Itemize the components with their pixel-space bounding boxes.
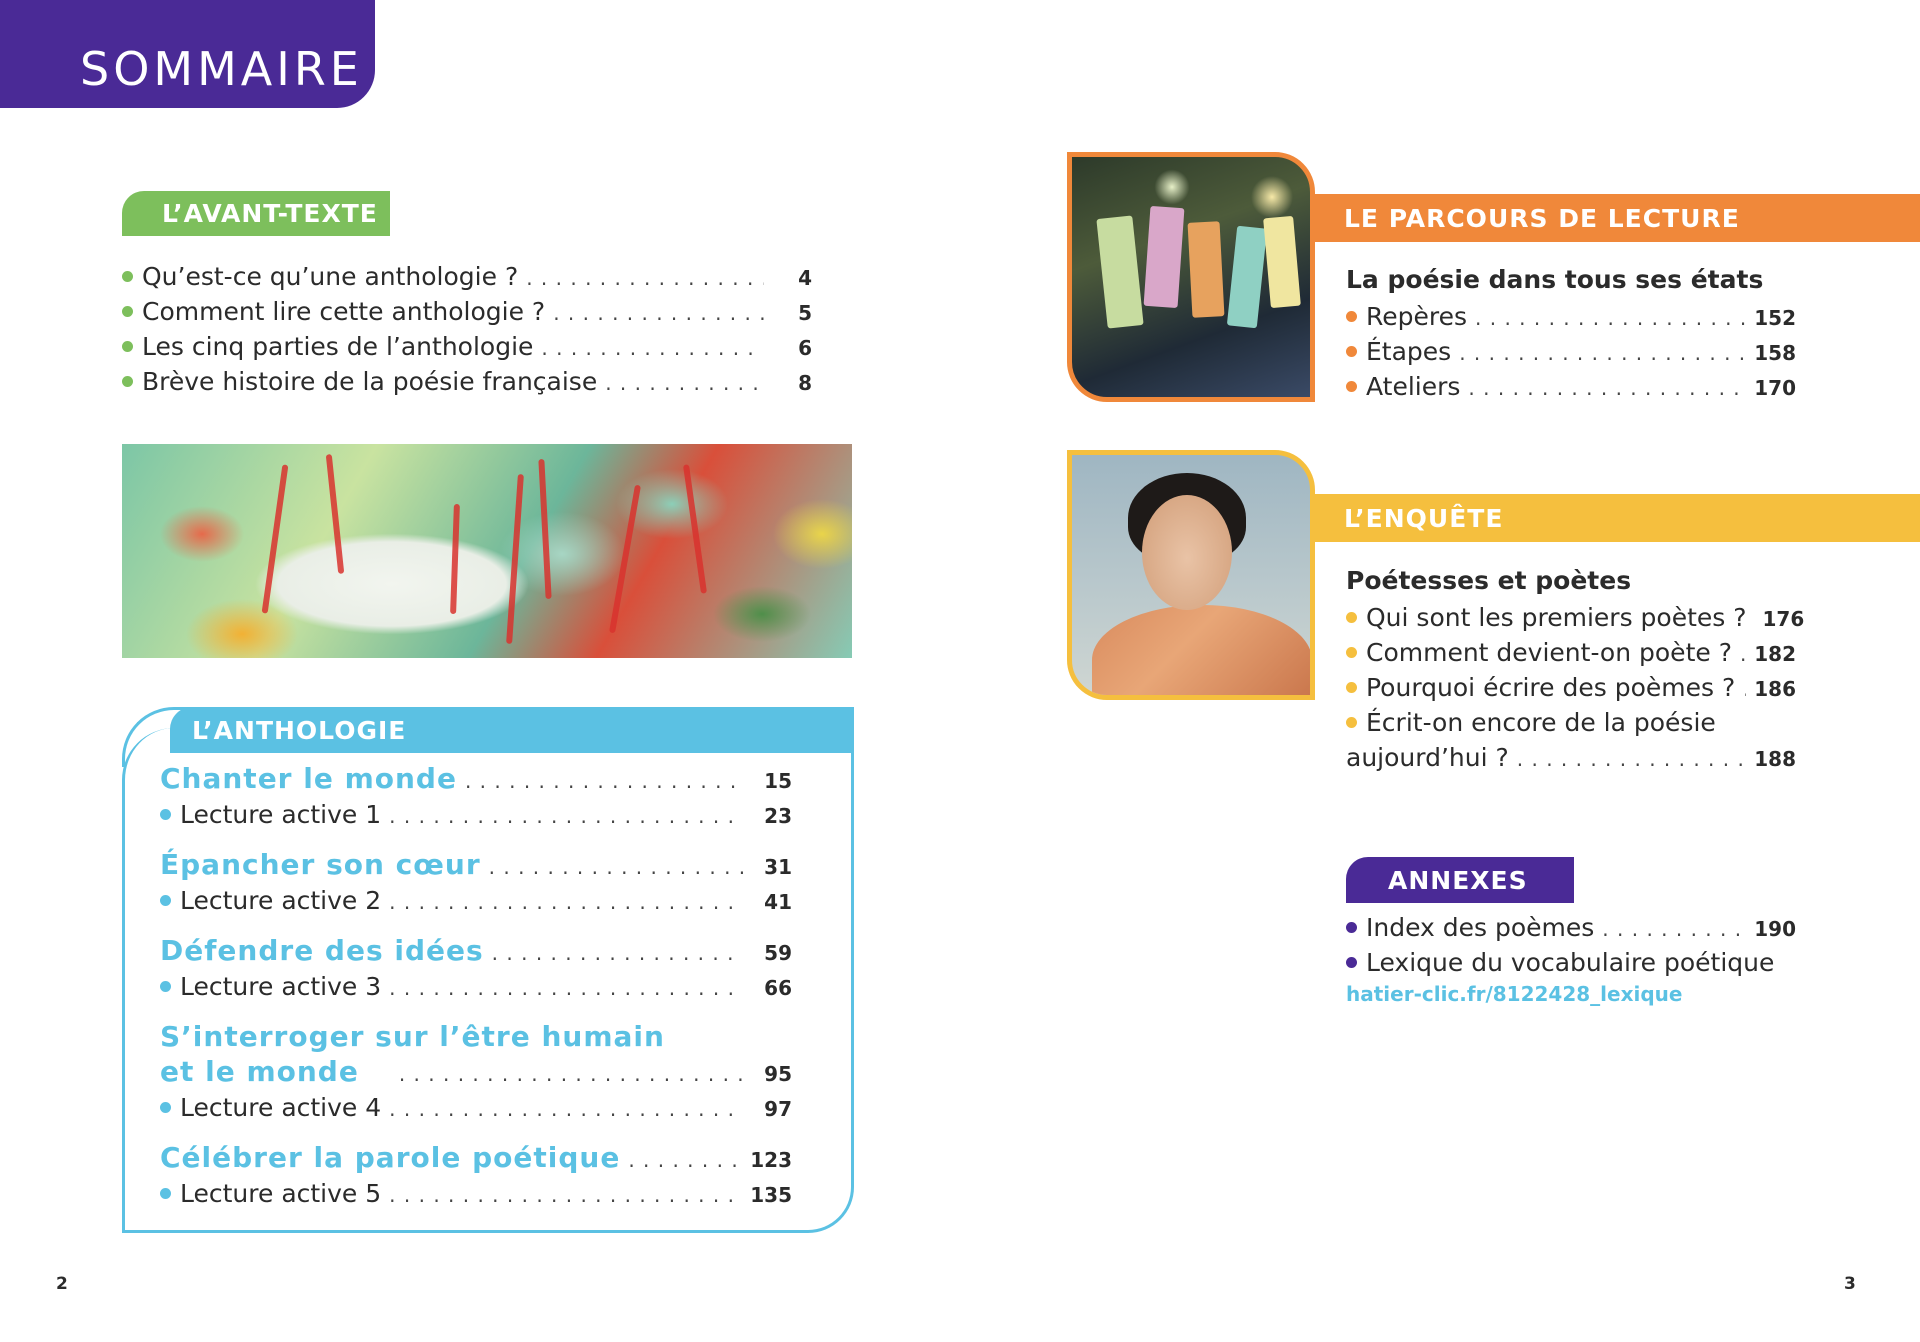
- chapter-row[interactable]: [160, 1141, 792, 1174]
- bullet-dot-icon: [160, 981, 171, 992]
- toc-entry-text: Ateliers: [1366, 372, 1461, 401]
- toc-row[interactable]: [1346, 302, 1796, 331]
- toc-page-number: 15: [764, 769, 792, 793]
- toc-page-number: 97: [764, 1097, 792, 1121]
- bullet-dot-icon: [1346, 612, 1357, 623]
- bullet-dot-icon: [1346, 922, 1357, 933]
- painting-illustration: [122, 444, 852, 658]
- toc-entry-text: Index des poèmes: [1366, 913, 1595, 942]
- toc-page-number: 5: [798, 301, 812, 325]
- bullet-dot-icon: [1346, 957, 1357, 968]
- leader-dots: [1468, 376, 1746, 400]
- leader-dots: [1517, 747, 1746, 771]
- bullet-dot-icon: [122, 271, 133, 282]
- section-label-annexes: ANNEXES: [1346, 857, 1574, 903]
- toc-entry-text: Qu’est-ce qu’une anthologie ?: [142, 262, 519, 291]
- toc-entry-text: Écrit-on encore de la poésie: [1366, 708, 1716, 737]
- bullet-dot-icon: [160, 809, 171, 820]
- toc-page-number: 23: [764, 804, 792, 828]
- toc-row[interactable]: [160, 972, 792, 1001]
- chapter-row[interactable]: [160, 934, 792, 967]
- chapter-title: Épancher son cœur: [160, 848, 481, 881]
- bullet-dot-icon: [1346, 346, 1357, 357]
- chapter-title: Célébrer la parole poétique: [160, 1141, 621, 1174]
- toc-row[interactable]: [160, 1093, 792, 1122]
- leader-dots: [399, 1062, 744, 1086]
- page-number-right: 3: [1844, 1274, 1856, 1294]
- toc-entry-text: Brève histoire de la poésie française: [142, 367, 598, 396]
- toc-page-number: 135: [750, 1183, 792, 1207]
- section-label-anthologie: L’ANTHOLOGIE: [170, 707, 854, 753]
- toc-page-number: 182: [1754, 642, 1796, 666]
- toc-row[interactable]: [122, 262, 812, 291]
- toc-entry-text: Qui sont les premiers poètes ?: [1366, 603, 1747, 632]
- toc-row[interactable]: [160, 886, 792, 915]
- toc-page-number: 59: [764, 941, 792, 965]
- toc-entry-text: Comment lire cette anthologie ?: [142, 297, 546, 326]
- toc-page-number: 186: [1754, 677, 1796, 701]
- bullet-dot-icon: [160, 1188, 171, 1199]
- toc-entry-text: Lecture active 4: [180, 1093, 382, 1122]
- toc-row[interactable]: [1346, 603, 1805, 632]
- toc-page-number: 190: [1754, 917, 1796, 941]
- bullet-dot-icon: [160, 1102, 171, 1113]
- lexique-link[interactable]: hatier-clic.fr/8122428_lexique: [1346, 982, 1683, 1006]
- toc-page-number: 95: [764, 1062, 792, 1086]
- bullet-dot-icon: [122, 341, 133, 352]
- toc-row[interactable]: [160, 1179, 792, 1208]
- leader-dots: [389, 804, 744, 828]
- toc-row[interactable]: [1346, 337, 1796, 366]
- leader-dots: [1740, 642, 1746, 666]
- toc-page-number: 8: [798, 371, 812, 395]
- toc-entry-text: Lecture active 3: [180, 972, 382, 1001]
- portrait-painting: [1067, 450, 1315, 700]
- toc-entry-text: Les cinq parties de l’anthologie: [142, 332, 534, 361]
- chapter-title: Défendre des idées: [160, 934, 484, 967]
- toc-entry-text: aujourd’hui ?: [1346, 743, 1509, 772]
- toc-entry-text: Pourquoi écrire des poèmes ?: [1366, 673, 1736, 702]
- leader-dots: [605, 371, 764, 395]
- toc-entry-text: Lecture active 1: [180, 800, 382, 829]
- leader-dots: [389, 976, 744, 1000]
- chapter-title: et le monde: [160, 1055, 359, 1088]
- leader-dots: [1475, 306, 1746, 330]
- toc-page-number: 176: [1762, 607, 1805, 631]
- toc-page-number: 170: [1754, 376, 1796, 400]
- bullet-dot-icon: [160, 895, 171, 906]
- leader-dots: [526, 266, 764, 290]
- bullet-dot-icon: [1346, 647, 1357, 658]
- toc-page-number: 152: [1754, 306, 1796, 330]
- toc-page-number: 188: [1754, 747, 1796, 771]
- page-number-left: 2: [56, 1274, 68, 1294]
- chapter-title-line[interactable]: [160, 1020, 792, 1053]
- leader-dots: [489, 855, 744, 879]
- bullet-dot-icon: [122, 306, 133, 317]
- toc-page-number: 66: [764, 976, 792, 1000]
- bullet-dot-icon: [1346, 311, 1357, 322]
- section-label-avant-texte: L’AVANT-TEXTE: [122, 191, 390, 236]
- leader-dots: [465, 769, 744, 793]
- toc-entry-text: Lecture active 5: [180, 1179, 382, 1208]
- toc-row[interactable]: [1346, 913, 1796, 942]
- leader-dots: [389, 1097, 744, 1121]
- chapter-row[interactable]: [160, 762, 792, 795]
- bullet-dot-icon: [1346, 682, 1357, 693]
- chapter-row[interactable]: [160, 1055, 792, 1088]
- leader-dots: [541, 336, 764, 360]
- toc-row[interactable]: [1346, 638, 1796, 667]
- leader-dots: [1743, 677, 1746, 701]
- leader-dots: [553, 301, 764, 325]
- toc-page-number: 6: [798, 336, 812, 360]
- toc-page-number: 4: [798, 266, 812, 290]
- leader-dots: [1602, 917, 1746, 941]
- toc-entry-text: Comment devient-on poète ?: [1366, 638, 1732, 667]
- bullet-dot-icon: [122, 376, 133, 387]
- toc-row[interactable]: [122, 367, 812, 396]
- toc-row[interactable]: [1346, 948, 1796, 977]
- toc-row[interactable]: [1346, 673, 1796, 702]
- paper-tags-photo: [1067, 152, 1315, 402]
- toc-entry-text: Étapes: [1366, 337, 1452, 366]
- section-label-enquete: L’ENQUÊTE: [1314, 494, 1920, 542]
- toc-row[interactable]: [122, 332, 812, 361]
- leader-dots: [1459, 341, 1746, 365]
- bullet-dot-icon: [1346, 717, 1357, 728]
- page-title: SOMMAIRE: [80, 42, 363, 96]
- toc-entry-text: Lecture active 2: [180, 886, 382, 915]
- parcours-subtitle: La poésie dans tous ses états: [1346, 265, 1764, 294]
- chapter-row[interactable]: [160, 848, 792, 881]
- chapter-title: S’interroger sur l’être humain: [160, 1020, 665, 1053]
- leader-dots: [628, 1148, 742, 1172]
- toc-page-number: 31: [764, 855, 792, 879]
- leader-dots: [492, 941, 744, 965]
- enquete-subtitle: Poétesses et poètes: [1346, 566, 1632, 595]
- toc-row[interactable]: [160, 800, 792, 829]
- toc-page-number: 123: [750, 1148, 792, 1172]
- toc-row-line1[interactable]: [1346, 708, 1796, 737]
- toc-entry-text: Repères: [1366, 302, 1468, 331]
- leader-dots: [389, 1183, 742, 1207]
- toc-entry-text: Lexique du vocabulaire poétique: [1366, 948, 1775, 977]
- toc-row[interactable]: [1346, 372, 1796, 401]
- toc-page-number: 158: [1754, 341, 1796, 365]
- bullet-dot-icon: [1346, 381, 1357, 392]
- chapter-title: Chanter le monde: [160, 762, 457, 795]
- toc-row[interactable]: [122, 297, 812, 326]
- toc-row[interactable]: [1346, 743, 1796, 772]
- toc-page-number: 41: [764, 890, 792, 914]
- leader-dots: [389, 890, 744, 914]
- section-label-parcours: LE PARCOURS DE LECTURE: [1314, 194, 1920, 242]
